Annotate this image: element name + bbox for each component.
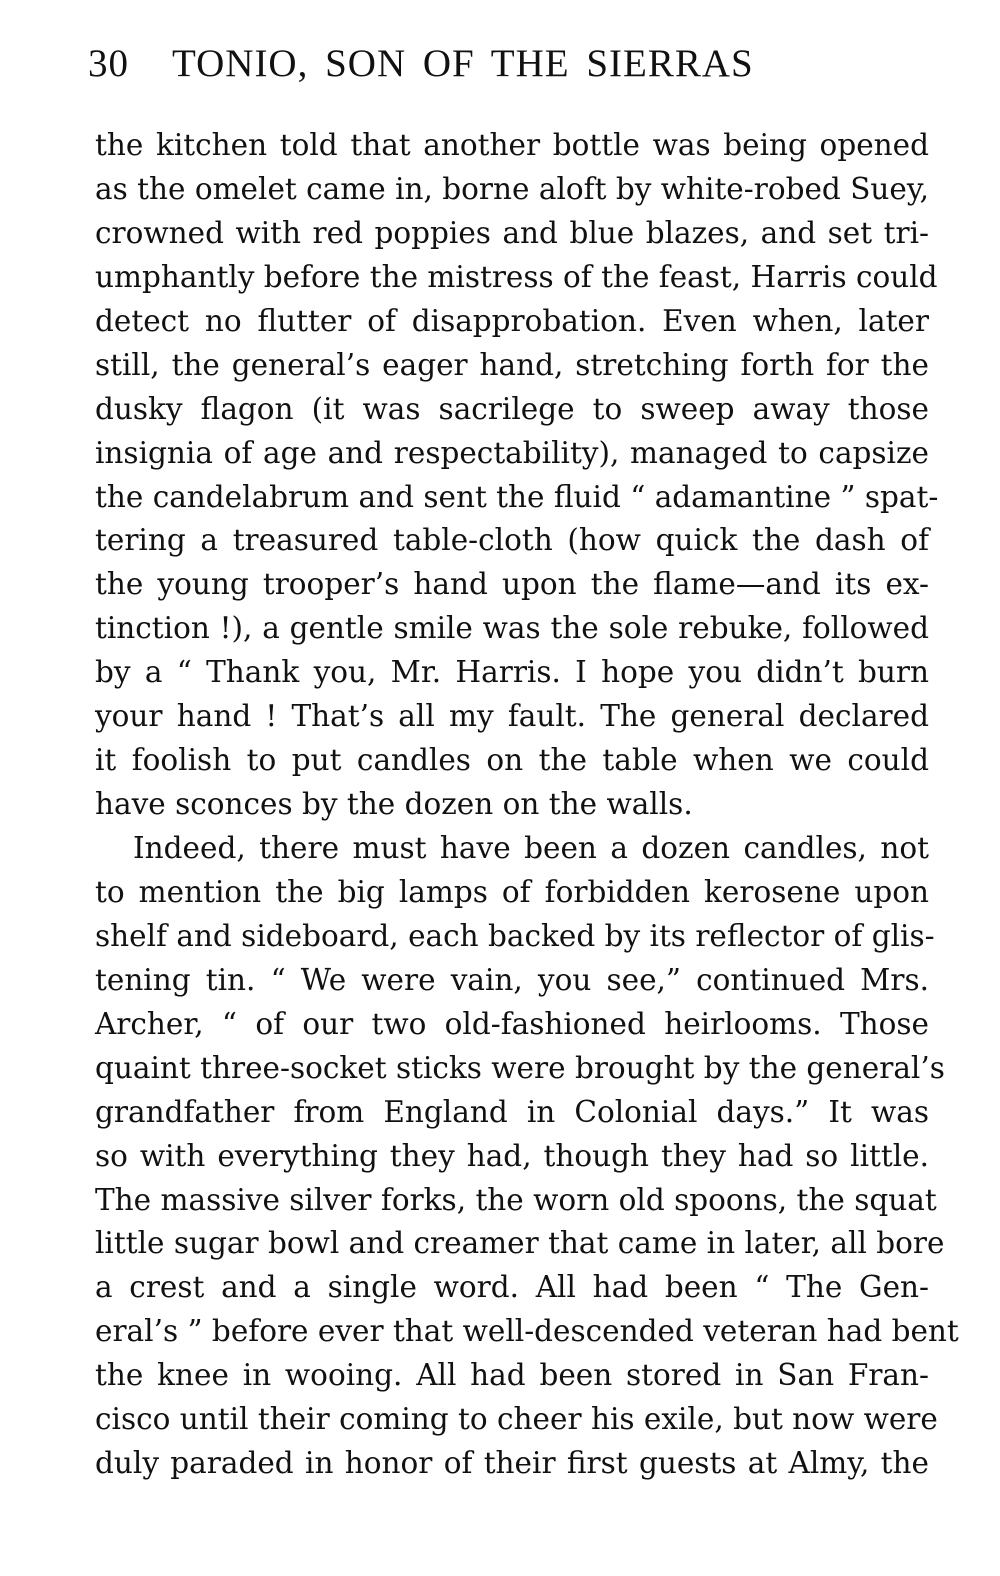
text-line: cisco until their coming to cheer his exile, but now were (95, 1402, 938, 1437)
text-line: dusky flagon (it was sacrilege to sweep away those (95, 391, 929, 426)
text-line: have sconces by the dozen on the walls. (95, 787, 693, 822)
text-line: the knee in wooing. All had been stored in San Fran- (95, 1358, 929, 1393)
text-line: detect no flutter of disapprobation. Even when, later (95, 303, 929, 338)
running-head (88, 36, 848, 92)
text-line: The massive silver forks, the worn old spoons, the squat (95, 1182, 937, 1217)
paragraph-1 (95, 124, 939, 827)
text-line: little sugar bowl and creamer that came in later, all bore (95, 1226, 945, 1261)
text-line: tinction !), a gentle smile was the sole rebuke, followed (95, 611, 929, 646)
text-line: the kitchen told that another bottle was being opened (95, 128, 929, 162)
text-line: so with everything they had, though they had so little. (95, 1138, 929, 1173)
text-line: shelf and sideboard, each backed by its reflector of glis- (95, 918, 935, 953)
page-number: 30 (88, 42, 129, 85)
text-line: duly paraded in honor of their first guests at Almy, the (95, 1446, 929, 1481)
text-line: the young trooper’s hand upon the flame—and its ex- (95, 567, 929, 602)
text-line: tering a treasured table-cloth (how quick the dash of (95, 523, 929, 558)
text-line: umphantly before the mistress of the feast, Harris could (95, 259, 938, 294)
running-title: TONIO, SON OF THE SIERRAS (172, 42, 754, 85)
text-line: as the omelet came in, borne aloft by white-robed Suey, (95, 171, 929, 206)
text-line: tening tin. “ We were vain, you see,” continued Mrs. (95, 962, 929, 997)
text-line: grandfather from England in Colonial days.” It was (95, 1094, 929, 1129)
text-line: to mention the big lamps of forbidden kerosene upon (95, 874, 929, 909)
text-line: quaint three-socket sticks were brought by the general’s (95, 1050, 945, 1085)
body-text (95, 124, 959, 1486)
text-line: crowned with red poppies and blue blazes, and set tri- (95, 215, 929, 250)
paragraph-2 (95, 827, 959, 1486)
text-line: still, the general’s eager hand, stretching forth for the (95, 347, 929, 382)
text-line: insignia of age and respectability), managed to capsize (95, 435, 929, 470)
text-line: eral’s ” before ever that well-descended veteran had bent (95, 1314, 959, 1349)
text-line: a crest and a single word. All had been “ The Gen- (95, 1270, 929, 1305)
text-line: the candelabrum and sent the fluid “ adamantine ” spat- (95, 479, 939, 514)
text-line: Indeed, there must have been a dozen candles, not (133, 831, 929, 865)
text-line: your hand ! That’s all my fault. The general declared (95, 699, 929, 734)
text-line: it foolish to put candles on the table when we could (95, 743, 929, 778)
text-line: Archer, “ of our two old-fashioned heirlooms. Those (95, 1006, 929, 1041)
text-line: by a “ Thank you, Mr. Harris. I hope you didn’t burn (95, 655, 929, 690)
